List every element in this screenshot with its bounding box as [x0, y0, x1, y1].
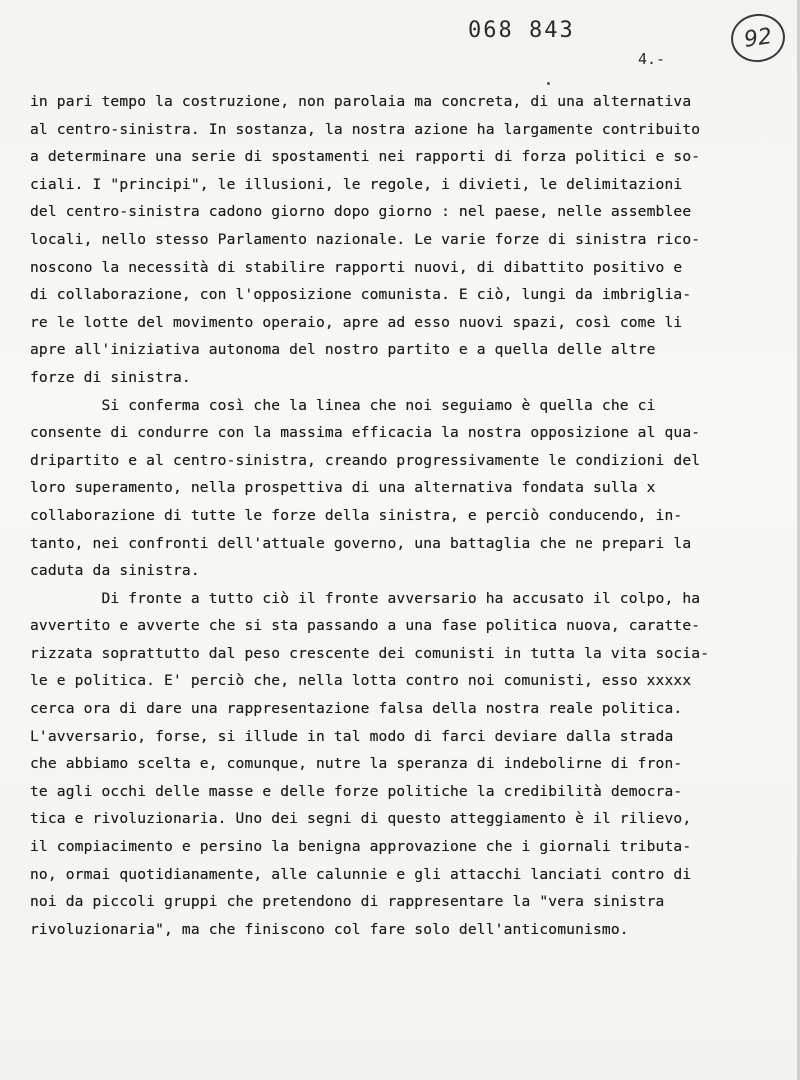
text-line: locali, nello stesso Parlamento nazionale. Le varie forze di sinistra rico-	[30, 230, 701, 248]
text-line: caduta da sinistra.	[30, 562, 200, 580]
text-line: rivoluzionaria", ma che finiscono col fare solo dell'anticomunismo.	[30, 920, 629, 938]
typewritten-body	[30, 88, 790, 943]
text-line: Di fronte a tutto ciò il fronte avversario ha accusato il colpo, ha	[30, 589, 701, 607]
text-line: tanto, nei confronti dell'attuale governo, una battaglia che ne prepari la	[30, 534, 692, 552]
text-line: le e politica. E' perciò che, nella lotta contro noi comunisti, esso xxxxx	[30, 672, 692, 690]
text-line: re le lotte del movimento operaio, apre ad esso nuovi spazi, così come li	[30, 313, 683, 331]
text-line: apre all'iniziativa autonoma del nostro partito e a quella delle altre	[30, 341, 656, 359]
circled-page-number-text: 92	[742, 23, 774, 53]
text-line: noi da piccoli gruppi che pretendono di rappresentare la "vera sinistra	[30, 893, 665, 911]
text-line: collaborazione di tutte le forze della sinistra, e perciò conducendo, in-	[30, 506, 683, 524]
text-line: avvertito e avverte che si sta passando a una fase politica nuova, caratte-	[30, 617, 701, 635]
ink-speck	[547, 82, 550, 85]
text-line: il compiacimento e persino la benigna approvazione che i giornali tributa-	[30, 838, 692, 856]
document-number: 068 843	[468, 18, 575, 43]
text-line: ciali. I "principi", le illusioni, le regole, i divieti, le delimitazioni	[30, 175, 683, 193]
text-line: in pari tempo la costruzione, non parolaia ma concreta, di una alternativa	[30, 93, 692, 110]
text-line: del centro-sinistra cadono giorno dopo giorno : nel paese, nelle assemblee	[30, 203, 692, 221]
text-line: di collaborazione, con l'opposizione comunista. E ciò, lungi da imbriglia-	[30, 286, 692, 304]
text-line: tica e rivoluzionaria. Uno dei segni di questo atteggiamento è il rilievo,	[30, 810, 692, 828]
text-line: a determinare una serie di spostamenti nei rapporti di forza politici e so-	[30, 148, 701, 166]
text-line: noscono la necessità di stabilire rapporti nuovi, di dibattito positivo e	[30, 258, 683, 276]
text-line: forze di sinistra.	[30, 368, 191, 386]
text-line: al centro-sinistra. In sostanza, la nostra azione ha largamente contribuito	[30, 120, 701, 138]
text-line: rizzata soprattutto dal peso crescente dei comunisti in tutta la vita socia-	[30, 644, 710, 662]
page-index: 4.-	[638, 50, 666, 68]
text-line: loro superamento, nella prospettiva di una alternativa fondata sulla x	[30, 479, 656, 497]
text-line: consente di condurre con la massima efficacia la nostra opposizione al qua-	[30, 424, 701, 442]
text-line: cerca ora di dare una rappresentazione falsa della nostra reale politica.	[30, 700, 683, 718]
text-line: Si conferma così che la linea che noi seguiamo è quella che ci	[30, 396, 656, 414]
text-line: te agli occhi delle masse e delle forze politiche la credibilità democra-	[30, 782, 683, 800]
text-line: no, ormai quotidianamente, alle calunnie e gli attacchi lanciati contro di	[30, 865, 692, 883]
circled-page-number	[728, 10, 788, 65]
text-line: dripartito e al centro-sinistra, creando progressivamente le condizioni del	[30, 451, 701, 469]
text-line: che abbiamo scelta e, comunque, nutre la speranza di indebolirne di fron-	[30, 755, 683, 773]
text-line: L'avversario, forse, si illude in tal modo di farci deviare dalla strada	[30, 727, 674, 745]
